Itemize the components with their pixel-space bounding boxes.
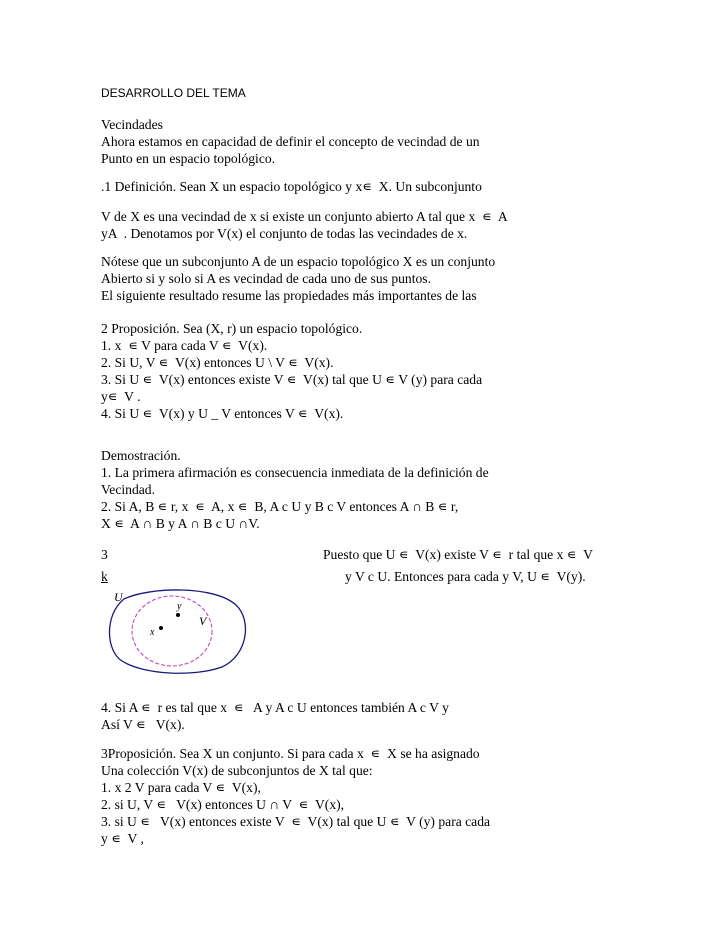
subheading-vecindades: Vecindades: [101, 117, 163, 132]
text-line: Ahora estamos en capacidad de definir el concepto de vecindad de un: [101, 134, 480, 149]
text-line: Punto en un espacio topológico.: [101, 151, 276, 166]
text-line: 1. La primera afirmación es consecuencia inmediata de la definición de: [101, 465, 489, 480]
text-line: y ∊ V ,: [101, 831, 144, 846]
label-y: y: [177, 601, 182, 612]
text-line: 3. Si U ∊ V(x) entonces existe V ∊ V(x) tal que U ∊ V (y) para cada: [101, 372, 483, 387]
text-line: 1. x ∊ V para cada V ∊ V(x).: [101, 338, 268, 353]
definition-line: .1 Definición. Sean X un espacio topológico y x∊ X. Un subconjunto: [101, 179, 482, 194]
item-number-3: 3: [101, 547, 108, 562]
text-line: El siguiente resultado resume las propiedades más importantes de las: [101, 288, 477, 303]
text-line: 2. si U, V ∊ V(x) entonces U ∩ V ∊ V(x),: [101, 797, 345, 812]
text-line: X ∊ A ∩ B y A ∩ B c U ∩V.: [101, 516, 260, 531]
text-line: Abierto si y solo si A es vecindad de cada uno de sus puntos.: [101, 271, 431, 286]
proposition-title: 3Proposición. Sea X un conjunto. Si para cada x ∊ X se ha asignado: [101, 746, 480, 761]
text-line: 3. si U ∊ V(x) entonces existe V ∊ V(x) tal que U ∊ V (y) para cada: [101, 814, 491, 829]
label-x: x: [150, 627, 155, 638]
label-u: U: [114, 590, 123, 604]
set-v-circle: [132, 596, 212, 666]
text-line: Así V ∊ V(x).: [101, 717, 185, 732]
text-line: y∊ V .: [101, 389, 141, 404]
text-line: Nótese que un subconjunto A de un espacio topológico X es un conjunto: [101, 254, 496, 269]
text-line: yA . Denotamos por V(x) el conjunto de todas las vecindades de x.: [101, 226, 468, 241]
text-line: Una colección V(x) de subconjuntos de X tal que:: [101, 763, 373, 778]
text-line-right: Puesto que U ∊ V(x) existe V ∊ r tal que x ∊ V: [323, 547, 593, 562]
text-line: 4. Si A ∊ r es tal que x ∊ A y A c U entonces también A c V y: [101, 700, 449, 715]
text-line-right: y V c U. Entonces para cada y V, U ∊ V(y).: [345, 569, 586, 584]
text-line: 2. Si U, V ∊ V(x) entonces U \ V ∊ V(x).: [101, 355, 334, 370]
neighborhood-figure: [104, 585, 254, 677]
text-line: 1. x 2 V para cada V ∊ V(x),: [101, 780, 261, 795]
section-heading: DESARROLLO DEL TEMA: [101, 86, 246, 100]
text-line: 4. Si U ∊ V(x) y U _ V entonces V ∊ V(x).: [101, 406, 344, 421]
text-line: Vecindad.: [101, 482, 155, 497]
point-y: [176, 613, 180, 617]
text-line: 2. Si A, B ∊ r, x ∊ A, x ∊ B, A c U y B c V entonces A ∩ B ∊ r,: [101, 499, 459, 514]
proof-title: Demostración.: [101, 448, 181, 463]
text-line: V de X es una vecindad de x si existe un conjunto abierto A tal que x ∊ A: [101, 209, 508, 224]
label-v: V: [199, 614, 207, 628]
item-k: k: [101, 569, 108, 584]
point-x: [159, 626, 163, 630]
proposition-title: 2 Proposición. Sea (X, r) un espacio topológico.: [101, 321, 363, 336]
